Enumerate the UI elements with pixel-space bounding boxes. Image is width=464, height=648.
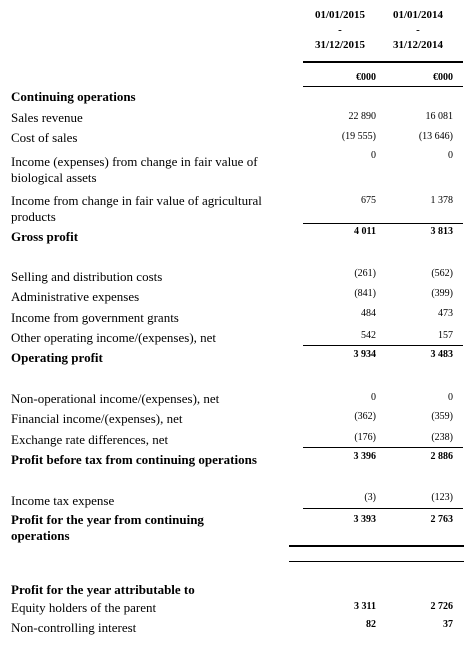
- subtotal-rule: [303, 508, 463, 509]
- row-label-profit-before-tax: Profit before tax from continuing operations: [11, 452, 257, 467]
- row-value-2014: 1 378: [430, 195, 453, 206]
- row-value-2015: (176): [354, 432, 376, 443]
- col1-period-to: 31/12/2015: [314, 39, 366, 51]
- section-title-continuing: Continuing operations: [11, 89, 136, 104]
- row-label: Other operating income/(expenses), net: [11, 330, 217, 345]
- subtotal-rule: [303, 345, 463, 346]
- row-label: Income from government grants: [11, 310, 179, 325]
- row-label: Equity holders of the parent: [11, 600, 157, 615]
- header-rule: [303, 61, 463, 63]
- row-value-2014: (562): [431, 268, 453, 279]
- row-label-profit-for-year: Profit for the year from continuing operations: [11, 512, 204, 543]
- subtotal-rule: [303, 447, 463, 448]
- row-value-2015: (3): [364, 492, 376, 503]
- row-value-2014: (13 646): [418, 131, 453, 142]
- col1-period-dash: -: [338, 24, 342, 36]
- row-value-2015: 4 011: [354, 226, 376, 237]
- row-value-2014: (359): [431, 411, 453, 422]
- row-value-2014: 37: [443, 619, 453, 630]
- row-value-2015: 3 934: [353, 349, 376, 360]
- col1-period-from: 01/01/2015: [314, 9, 366, 21]
- row-value-2014: 2 886: [430, 451, 453, 462]
- row-value-2014: 3 813: [430, 226, 453, 237]
- row-value-2014: 157: [438, 330, 453, 341]
- row-value-2014: 473: [438, 308, 453, 319]
- row-value-2014: 2 726: [430, 601, 453, 612]
- row-value-2015: 0: [371, 392, 376, 403]
- row-value-2014: (123): [431, 492, 453, 503]
- row-value-2015: (362): [354, 411, 376, 422]
- subtotal-rule: [303, 223, 463, 224]
- row-value-2014: 0: [448, 392, 453, 403]
- row-label: Income (expenses) from change in fair value of biological assets: [11, 154, 258, 185]
- row-label: Selling and distribution costs: [11, 269, 163, 284]
- row-value-2014: (399): [431, 288, 453, 299]
- row-value-2015: 3 311: [354, 601, 376, 612]
- row-value-2014: 2 763: [430, 514, 453, 525]
- col1-unit: €000: [356, 72, 376, 83]
- row-label-operating-profit: Operating profit: [11, 350, 103, 365]
- col2-period-dash: -: [416, 24, 420, 36]
- row-value-2015: (261): [354, 268, 376, 279]
- row-value-2014: 16 081: [425, 111, 453, 122]
- row-value-2014: 0: [448, 150, 453, 161]
- row-label: Non-operational income/(expenses), net: [11, 391, 220, 406]
- row-label-gross-profit: Gross profit: [11, 229, 79, 244]
- row-label: Exchange rate differences, net: [11, 432, 169, 447]
- total-double-rule-bottom: [289, 561, 464, 562]
- unit-rule: [303, 86, 463, 87]
- row-label: Non-controlling interest: [11, 620, 137, 635]
- row-value-2015: 484: [361, 308, 376, 319]
- row-label: Administrative expenses: [11, 289, 140, 304]
- section-title-attributable: Profit for the year attributable to: [11, 582, 195, 597]
- row-label: Income from change in fair value of agricultural products: [11, 193, 262, 224]
- row-value-2015: 22 890: [348, 111, 376, 122]
- col2-period-from: 01/01/2014: [392, 9, 444, 21]
- row-value-2015: 0: [371, 150, 376, 161]
- row-value-2015: 3 393: [353, 514, 376, 525]
- total-double-rule-top: [289, 545, 464, 547]
- row-value-2015: (19 555): [341, 131, 376, 142]
- row-label: Cost of sales: [11, 130, 78, 145]
- row-value-2015: (841): [354, 288, 376, 299]
- row-value-2014: 3 483: [430, 349, 453, 360]
- row-value-2015: 675: [361, 195, 376, 206]
- row-label: Financial income/(expenses), net: [11, 411, 183, 426]
- row-value-2015: 3 396: [353, 451, 376, 462]
- col2-period-to: 31/12/2014: [392, 39, 444, 51]
- row-value-2014: (238): [431, 432, 453, 443]
- row-value-2015: 82: [366, 619, 376, 630]
- row-label: Sales revenue: [11, 110, 83, 125]
- row-value-2015: 542: [361, 330, 376, 341]
- row-label: Income tax expense: [11, 493, 115, 508]
- col2-unit: €000: [433, 72, 453, 83]
